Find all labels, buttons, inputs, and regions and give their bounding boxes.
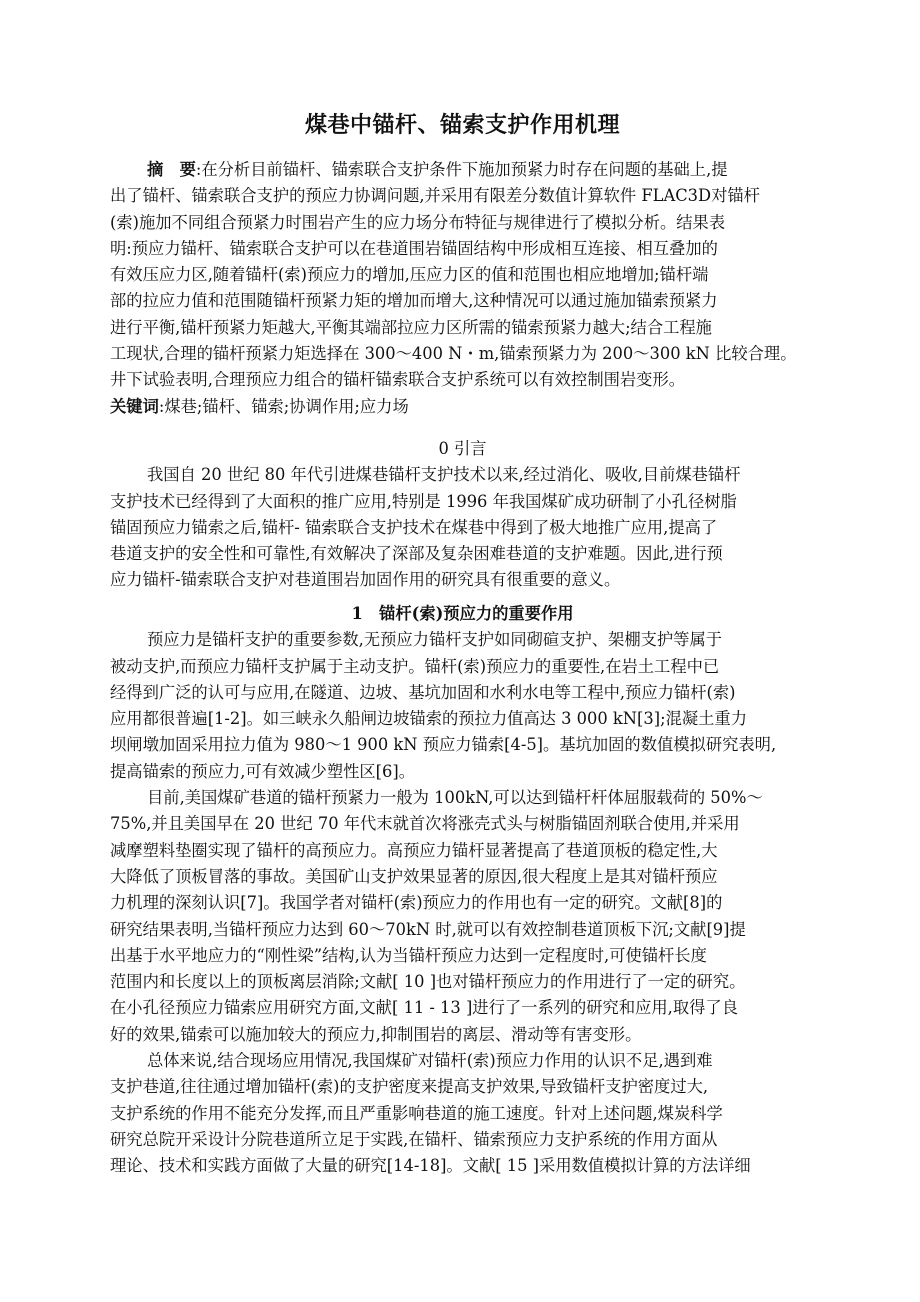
section-0-line: 应力锚杆-锚索联合支护对巷道围岩加固作用的研究具有很重要的意义。 bbox=[110, 570, 621, 590]
section-0 bbox=[110, 436, 815, 594]
section-0-line: 我国自 20 世纪 80 年代引进煤巷锚杆支护技术以来,经过消化、吸收,目前煤巷锚杆 bbox=[147, 465, 741, 485]
abstract bbox=[110, 157, 815, 420]
abstract-line-3: (索)施加不同组合预紧力时围岩产生的应力场分布特征与规律进行了模拟分析。结果表 bbox=[110, 212, 726, 232]
section-1-p2-line: 大降低了顶板冒落的事故。美国矿山支护效果显著的原因,很大程度上是其对锚杆预应 bbox=[110, 866, 718, 886]
keywords-text: :煤巷;锚杆、锚索;协调作用;应力场 bbox=[158, 396, 409, 416]
abstract-line-9: 井下试验表明,合理预应力组合的锚杆锚索联合支护系统可以有效控制围岩变形。 bbox=[110, 370, 686, 390]
section-1-p2-line: 75%,并且美国早在 20 世纪 70 年代末就首次将涨壳式头与树脂锚固剂联合使用,并采用 bbox=[110, 814, 740, 834]
section-1 bbox=[110, 601, 815, 1180]
section-1-p2-line: 范围内和长度以上的顶板离层消除;文献[ 10 ]也对锚杆预应力的作用进行了一定的研究。 bbox=[110, 972, 746, 992]
section-1-heading: 1 锚杆(索)预应力的重要作用 bbox=[351, 604, 574, 623]
abstract-label: 摘 要 bbox=[147, 160, 196, 179]
abstract-line-1: 摘 要:在分析目前锚杆、锚索联合支护条件下施加预紧力时存在问题的基础上,提 bbox=[147, 160, 728, 179]
section-1-p2-line: 力机理的深刻认识[7]。我国学者对锚杆(索)预应力的作用也有一定的研究。文献[8]的 bbox=[110, 893, 723, 913]
section-1-p3-line: 总体来说,结合现场应用情况,我国煤矿对锚杆(索)预应力作用的认识不足,遇到难 bbox=[147, 1051, 713, 1071]
section-1-p2-line: 目前,美国煤矿巷道的锚杆预紧力一般为 100kN,可以达到锚杆杆体屈服载荷的 50%～ bbox=[147, 788, 763, 808]
section-0-line: 锚固预应力锚索之后,锚杆- 锚索联合支护技术在煤巷中得到了极大地推广应用,提高了 bbox=[110, 517, 718, 537]
section-1-p1-line: 提高锚索的预应力,可有效减少塑性区[6]。 bbox=[110, 761, 416, 781]
keywords-label: 关键词 bbox=[110, 396, 159, 416]
abstract-line-7: 进行平衡,锚杆预紧力矩越大,平衡其端部拉应力区所需的锚索预紧力越大;结合工程施 bbox=[110, 317, 712, 337]
section-1-p1-line: 经得到广泛的认可与应用,在隧道、边坡、基坑加固和水利水电等工程中,预应力锚杆(索) bbox=[110, 682, 736, 702]
paper-title: 煤巷中锚杆、锚索支护作用机理 bbox=[304, 113, 620, 138]
abstract-line-8: 工现状,合理的锚杆预紧力矩选择在 300～400 N・m,锚索预紧力为 200～300 kN 比较合理。 bbox=[110, 344, 797, 364]
section-1-p2-line: 研究结果表明,当锚杆预应力达到 60～70kN 时,就可以有效控制巷道顶板下沉;文献[9]提 bbox=[110, 919, 746, 939]
abstract-line-5: 有效压应力区,随着锚杆(索)预应力的增加,压应力区的值和范围也相应地增加;锚杆端 bbox=[110, 265, 709, 285]
section-1-p2-line: 减摩塑料垫圈实现了锚杆的高预应力。高预应力锚杆显著提高了巷道顶板的稳定性,大 bbox=[110, 840, 718, 860]
abstract-line-2: 出了锚杆、锚索联合支护的预应力协调问题,并采用有限差分数值计算软件 FLAC3D对锚杆 bbox=[110, 186, 760, 206]
section-0-line: 巷道支护的安全性和可靠性,有效解决了深部及复杂困难巷道的支护难题。因此,进行预 bbox=[110, 544, 723, 564]
section-1-p3-line: 研究总院开采设计分院巷道所立足于实践,在锚杆、锚索预应力支护系统的作用方面从 bbox=[110, 1129, 718, 1149]
section-1-p3-line: 理论、技术和实践方面做了大量的研究[14-18]。文献[ 15 ]采用数值模拟计算的方法详细 bbox=[110, 1156, 751, 1176]
section-1-p1-line: 被动支护,而预应力锚杆支护属于主动支护。锚杆(索)预应力的重要性,在岩土工程中已 bbox=[110, 656, 720, 676]
section-0-heading: 0 引言 bbox=[438, 439, 487, 458]
section-1-p1-line: 坝闸墩加固采用拉力值为 980～1 900 kN 预应力锚索[4-5]。基坑加固的数值模拟研究表明, bbox=[110, 735, 777, 755]
section-1-p3-line: 支护系统的作用不能充分发挥,而且严重影响巷道的施工速度。针对上述问题,煤炭科学 bbox=[110, 1103, 723, 1123]
section-1-p1-line: 预应力是锚杆支护的重要参数,无预应力锚杆支护如同砌碹支护、架棚支护等属于 bbox=[147, 630, 723, 650]
section-0-line: 支护技术已经得到了大面积的推广应用,特别是 1996 年我国煤矿成功研制了小孔径树脂 bbox=[110, 491, 737, 511]
abstract-line-4: 明:预应力锚杆、锚索联合支护可以在巷道围岩锚固结构中形成相互连接、相互叠加的 bbox=[110, 238, 718, 258]
section-1-p3-line: 支护巷道,往往通过增加锚杆(索)的支护密度来提高支护效果,导致锚杆支护密度过大, bbox=[110, 1077, 709, 1097]
keywords-line bbox=[110, 394, 815, 420]
abstract-line-6: 部的拉应力值和范围随锚杆预紧力矩的增加而增大,这种情况可以通过施加锚索预紧力 bbox=[110, 291, 718, 311]
section-1-p2-line: 好的效果,锚索可以施加较大的预应力,抑制围岩的离层、滑动等有害变形。 bbox=[110, 1024, 642, 1044]
section-1-p1-line: 应用都很普遍[1-2]。如三峡永久船闸边坡锚索的预拉力值高达 3 000 kN[3];混凝土重力 bbox=[110, 709, 747, 729]
section-1-p2-line: 在小孔径预应力锚索应用研究方面,文献[ 11 - 13 ]进行了一系列的研究和应用,取得了良 bbox=[110, 998, 738, 1018]
section-1-p2-line: 出基于水平地应力的“刚性梁”结构,认为当锚杆预应力达到一定程度时,可使锚杆长度 bbox=[110, 945, 707, 965]
